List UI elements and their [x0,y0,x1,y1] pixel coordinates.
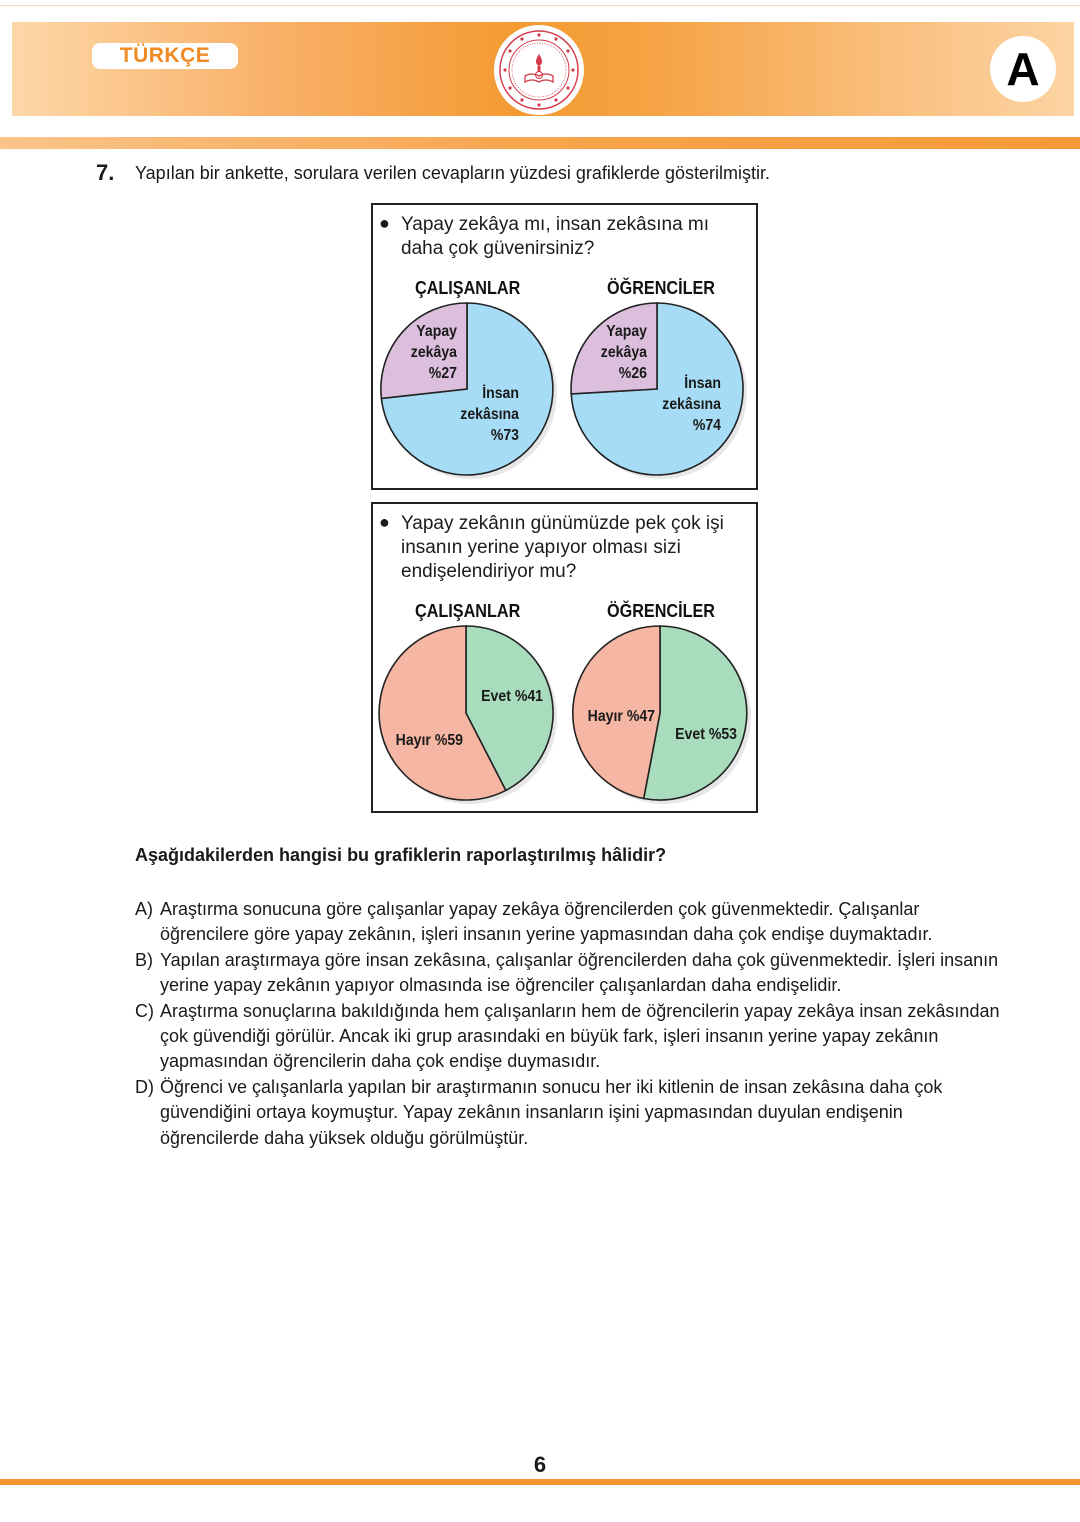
subject-label: TÜRKÇE [92,43,238,69]
answer-options [135,897,1005,1151]
worry-group-title-students: ÖĞRENCİLER [607,601,716,621]
option-letter: D) [135,1076,154,1097]
trust-group-title-students: ÖĞRENCİLER [607,278,716,298]
worry-label-students-yes: Evet %53 [675,726,737,743]
trust-group-title-employees: ÇALIŞANLAR [415,278,521,298]
worry-label-students-no: Hayır %47 [587,708,655,725]
trust-chart-box [371,203,758,490]
option-letter: C) [135,1000,154,1021]
worry-question: Yapay zekânın günümüzde pek çok işi insanın yerine yapıyor olması sizi endişelendiriyor mu? [401,513,724,582]
ministry-seal-icon [494,25,584,115]
worry-chart-box [371,502,758,813]
trust-label-employees-human: İnsan zekâsına %73 [460,385,519,444]
trust-question: Yapay zekâya mı, insan zekâsına mı daha çok güvenirsiniz? [401,214,710,259]
worry-group-title-employees: ÇALIŞANLAR [415,601,521,621]
option-a[interactable] [135,897,1005,948]
option-letter: A) [135,899,153,919]
option-c[interactable] [135,999,1005,1075]
trust-label-employees-ai: Yapay zekâya %27 [410,323,457,382]
top-rule [0,5,1080,6]
worry-label-employees-no: Hayır %59 [395,732,463,749]
page-number: 6 [533,1452,547,1477]
bullet-icon: ● [379,512,390,532]
option-text: Araştırma sonuçlarına bakıldığında hem çalışanların hem de öğrencilerin yapay zekâya insan zekâsından çok güvendiği görülür. Ancak iki grup arasındaki en büyük fark, işleri insanın yerine yapay zekânın yapmasından öğrencilerin daha çok endişe duymasıdır. [160,1000,1000,1072]
footer-rule [0,1479,1080,1485]
option-text: Araştırma sonucuna göre çalışanlar yapay zekâya öğrencilerden çok güvenmektedir. Çalışanlar öğrencilere göre yapay zekânın, işleri insanın yerine yapmasından daha çok endişe duymaktadır. [160,899,933,945]
option-b[interactable] [135,948,1005,999]
question-prompt: Aşağıdakilerden hangisi bu grafiklerin raporlaştırılmış hâlidir? [135,845,667,865]
worry-pie-employees [377,624,559,806]
option-text: Öğrenci ve çalışanlarla yapılan bir araştırmanın sonucu her iki kitlenin de insan zekâsına daha çok güvendiğini ortaya koymuştur. Yapay zekânın insanların işini yapmasından duyulan endişenin öğrencilerde daha yüksek olduğu görülmüştür. [160,1076,943,1148]
option-letter: B) [135,949,153,970]
question-number: 7. [96,160,115,185]
trust-label-students-human: İnsan zekâsına %74 [662,375,721,434]
option-d[interactable] [135,1075,1005,1151]
question-stem: Yapılan bir ankette, sorulara verilen cevapların yüzdesi grafiklerde gösterilmiştir. [135,163,770,183]
header-stripe [0,137,1080,149]
option-text: Yapılan araştırmaya göre insan zekâsına, çalışanlar öğrencilerden daha çok güvenmektedir. İşleri insanın yerine yapay zekânın yapıyor olmasında ise öğrenciler çalışanlardan daha endişelidir. [160,949,999,996]
worry-label-employees-yes: Evet %41 [481,688,543,705]
booklet-type-badge: A [990,36,1056,102]
bullet-icon: ● [379,213,390,233]
trust-label-students-ai: Yapay zekâya %26 [600,323,647,382]
